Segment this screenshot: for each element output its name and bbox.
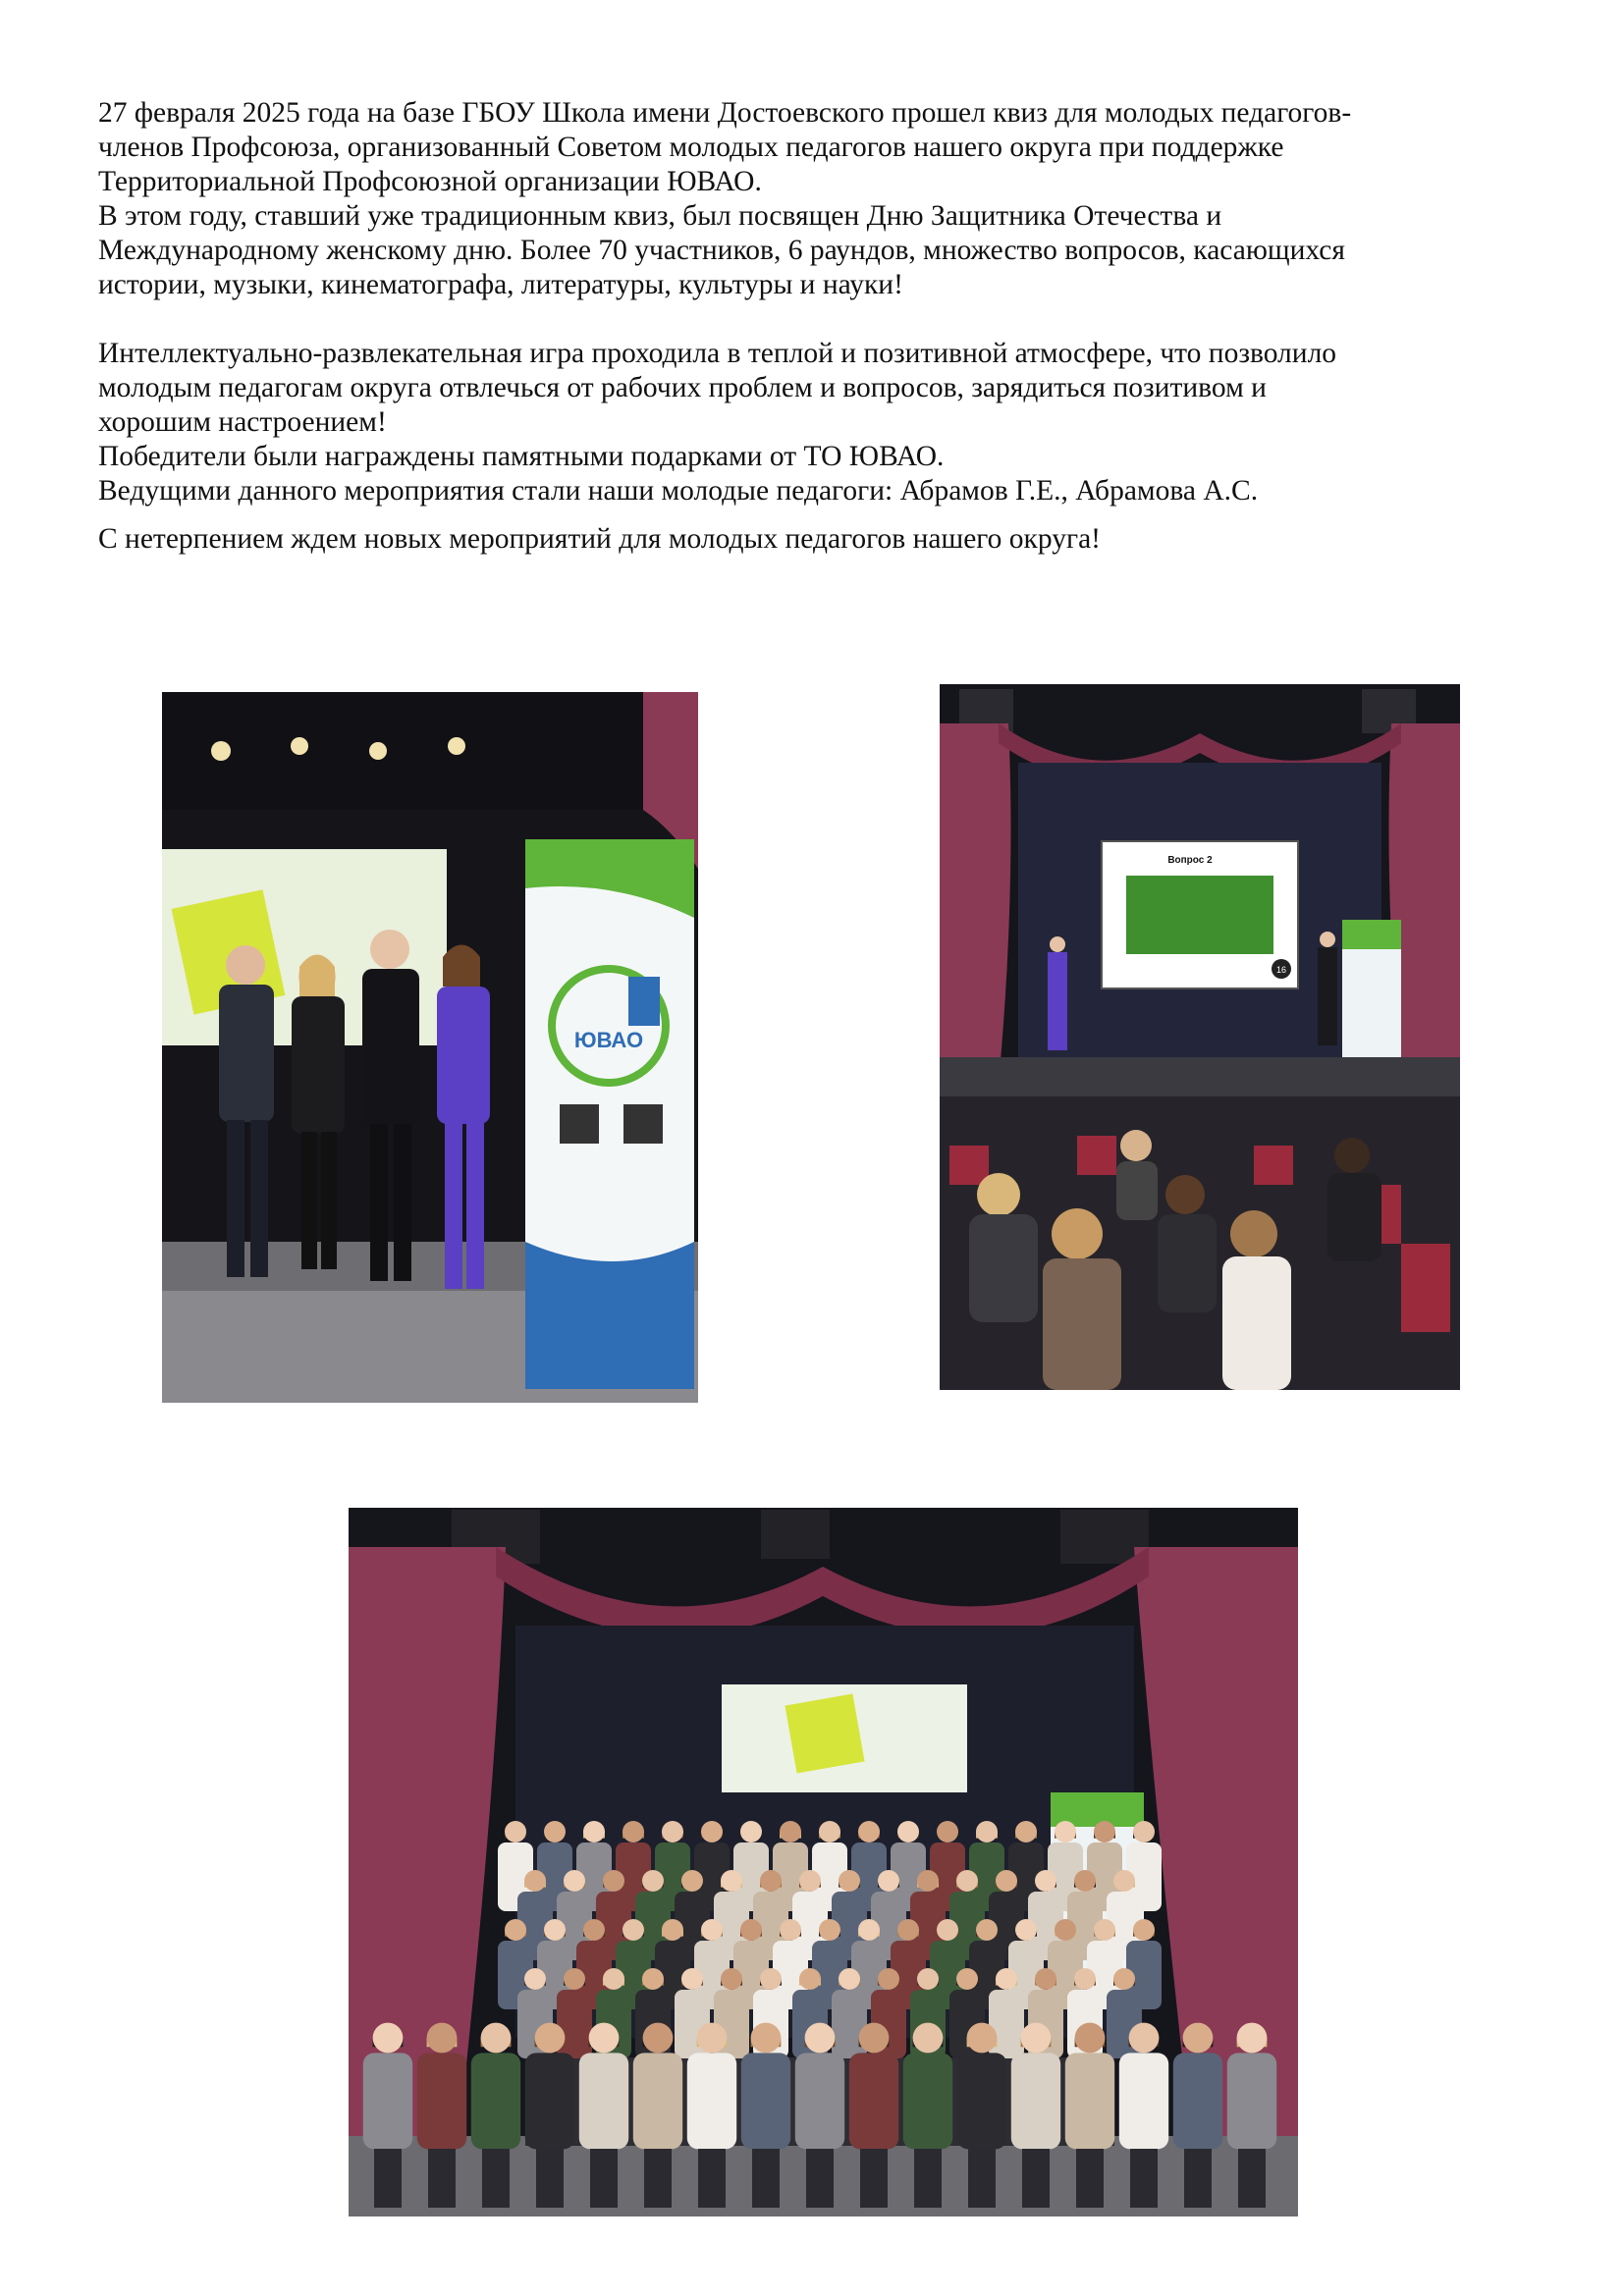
crowd-front-row [363,2023,1276,2208]
photo-hosts-illustration [162,692,698,1403]
article-line: С нетерпением ждем новых мероприятий для молодых педагогов нашего округа! [98,523,1101,555]
article-line: Ведущими данного мероприятия стали наши молодые педагоги: Абрамов Г.Е., Абрамова А.С. [98,475,1259,507]
article-line: Территориальной Профсоюзной организации ЮВАО. [98,166,762,197]
slide-title: Вопрос 2 [1167,855,1213,866]
banner-logo-text: ЮВАО [573,1028,644,1052]
photo-quiz-illustration [940,684,1460,1390]
paragraph-gap [98,508,1551,522]
photo-quiz-in-progress [940,684,1460,1390]
article-line: Интеллектуально-развлекательная игра проходила в теплой и позитивной атмосфере, что позволило [98,338,1337,369]
article-line: В этом году, ставший уже традиционным квиз, был посвящен Дню Защитника Отечества и [98,200,1222,232]
paragraph-gap [98,302,1551,337]
photo-group-participants [349,1508,1298,2216]
article-line: молодым педагогам округа отвлечься от рабочих проблем и вопросов, зарядиться позитивом и [98,372,1267,403]
article-line: истории, музыки, кинематографа, литературы, культуры и науки! [98,269,903,300]
article-line: членов Профсоюза, организованный Советом молодых педагогов нашего округа при поддержке [98,132,1284,163]
article-line: хорошим настроением! [98,406,387,438]
article-line: Победители были награждены памятными подарками от ТО ЮВАО. [98,441,945,472]
article-text [98,96,1551,557]
photo-hosts-on-stage [162,692,698,1403]
photo-group-illustration [349,1508,1298,2216]
slide-number: 16 [1275,965,1287,975]
article-line: 27 февраля 2025 года на базе ГБОУ Школа имени Достоевского прошел квиз для молодых педагогов- [98,97,1352,129]
article-line: Международному женскому дню. Более 70 участников, 6 раундов, множество вопросов, касающихся [98,235,1345,266]
